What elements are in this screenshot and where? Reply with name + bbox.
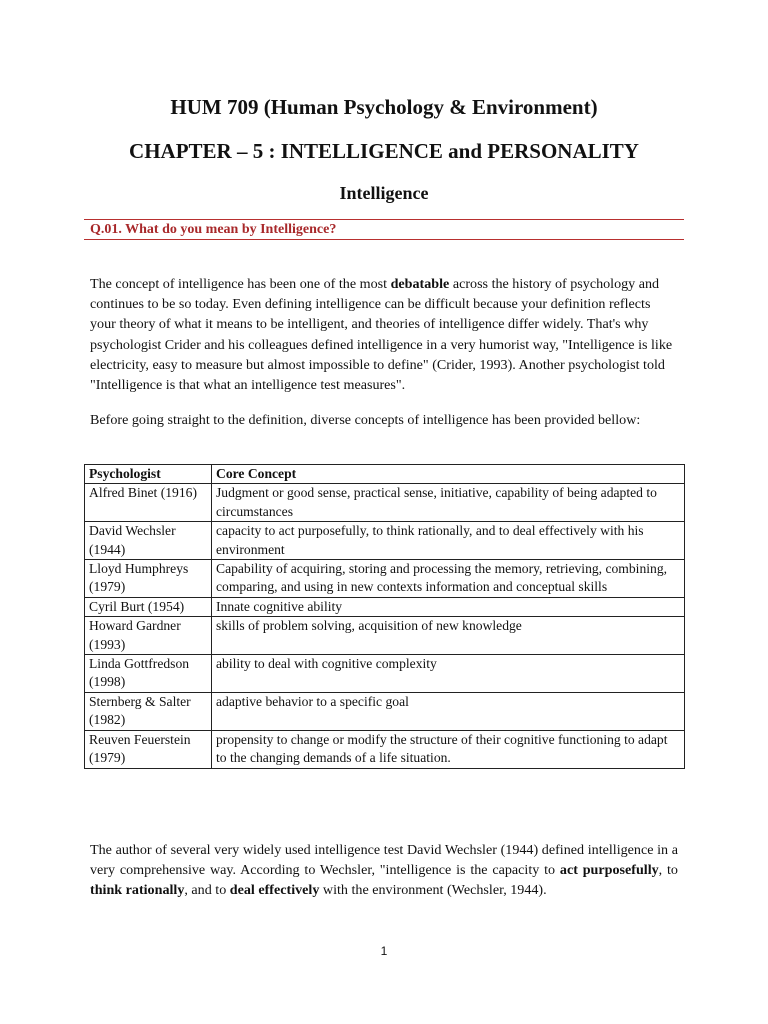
intro-text-start: The concept of intelligence has been one of the most xyxy=(90,276,391,292)
psychologist-cell: Howard Gardner (1993) xyxy=(85,617,212,655)
table-header-row xyxy=(85,465,685,484)
concept-cell: ability to deal with cognitive complexity xyxy=(212,655,685,693)
concept-cell: skills of problem solving, acquisition of new knowledge xyxy=(212,617,685,655)
wechsler-text-4: with the environment (Wechsler, 1944). xyxy=(319,882,547,899)
intro-paragraph xyxy=(90,274,678,395)
wechsler-text-2: , to xyxy=(658,862,678,879)
header-core-concept: Core Concept xyxy=(212,465,685,484)
wechsler-text-1: The author of several very widely used intelligence test David Wechsler (1944) defined intelligence in a very comprehensive way. According to Wechsler, "intelligence is the capacity to xyxy=(90,842,678,879)
psychologist-cell: Cyril Burt (1954) xyxy=(85,597,212,616)
table-row xyxy=(85,617,685,655)
table-intro-paragraph: Before going straight to the definition, diverse concepts of intelligence has been provided bellow: xyxy=(90,412,641,428)
section-title: Intelligence xyxy=(339,183,429,203)
course-title: HUM 709 (Human Psychology & Environment) xyxy=(170,95,598,119)
intelligence-concepts-table xyxy=(84,464,685,769)
question-text: Q.01. What do you mean by Intelligence? xyxy=(90,222,337,237)
header-psychologist: Psychologist xyxy=(85,465,212,484)
chapter-title: CHAPTER – 5 : INTELLIGENCE and PERSONALITY xyxy=(129,139,639,163)
wechsler-definition-paragraph xyxy=(90,840,678,901)
psychologist-cell: Linda Gottfredson (1998) xyxy=(85,655,212,693)
psychologist-cell: Sternberg & Salter (1982) xyxy=(85,692,212,730)
table-row xyxy=(85,692,685,730)
table-row xyxy=(85,484,685,522)
intro-text-end: across the history of psychology and continues to be so today. Even defining intelligence can be difficult because your definition reflects your theory of what it means to be intelligent, and theories of intelligence differ widely. That's why psychologist Crider and his colleagues defined intelligence in a very humorist way, "Intelligence is like electricity, easy to measure but almost impossible to define" (Crider, 1993). Another psychologist told "Intelligence is that what an intelligence test measures". xyxy=(90,276,673,394)
wechsler-bold-3: deal effectively xyxy=(229,882,320,899)
table-row xyxy=(85,560,685,598)
concept-cell: Judgment or good sense, practical sense, initiative, capability of being adapted to circumstances xyxy=(212,484,685,522)
concept-cell: adaptive behavior to a specific goal xyxy=(212,692,685,730)
wechsler-text-3: , and to xyxy=(184,882,230,899)
concept-cell: capacity to act purposefully, to think rationally, and to deal effectively with his environment xyxy=(212,522,685,560)
concept-cell: propensity to change or modify the structure of their cognitive functioning to adapt to the changing demands of a life situation. xyxy=(212,730,685,768)
concept-cell: Innate cognitive ability xyxy=(212,597,685,616)
question-heading xyxy=(84,219,684,240)
wechsler-bold-2: think rationally xyxy=(90,882,185,899)
wechsler-bold-1: act purposefully xyxy=(559,862,659,879)
intro-bold-term: debatable xyxy=(390,276,450,292)
table-row xyxy=(85,597,685,616)
psychologist-cell: Alfred Binet (1916) xyxy=(85,484,212,522)
psychologist-cell: Lloyd Humphreys (1979) xyxy=(85,560,212,598)
concept-cell: Capability of acquiring, storing and processing the memory, retrieving, combining, comparing, and using in new contexts information and conceptual skills xyxy=(212,560,685,598)
table-row xyxy=(85,730,685,768)
psychologist-cell: Reuven Feuerstein (1979) xyxy=(85,730,212,768)
page-number: 1 xyxy=(380,944,388,958)
psychologist-cell: David Wechsler (1944) xyxy=(85,522,212,560)
table-row xyxy=(85,522,685,560)
table-row xyxy=(85,655,685,693)
